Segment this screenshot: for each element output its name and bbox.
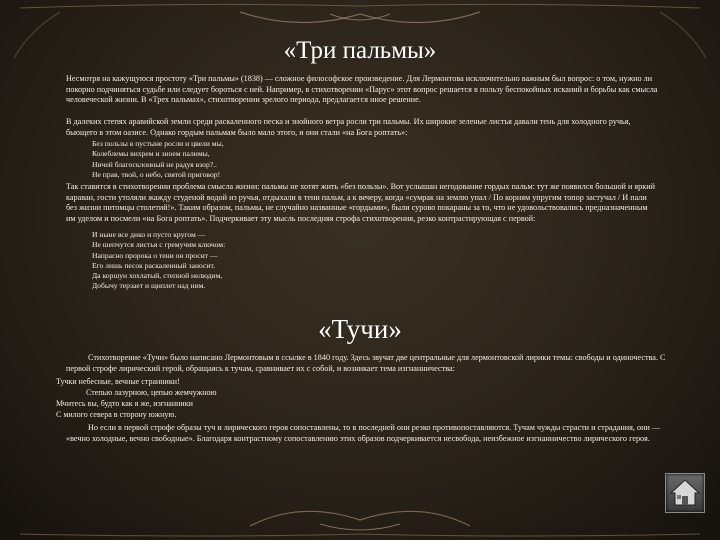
verse-line: Без пользы в пустыне росли и цвели мы, [92, 139, 224, 148]
verse-line: Ничей благосклонный не радуя взор?.. [92, 159, 217, 169]
paragraph: Стихотворение «Тучи» было написано Лермонтовым в ссылке в 1840 году. Здесь звучат две центральные для лермонтовской лирики темы: свободы и одиночества. С первой строфе лирический герой, обращаясь к тучам, сравнивает их с собой, и возникает тема изгнанничества: [66, 353, 666, 373]
home-button[interactable] [665, 473, 705, 513]
paragraph: В далеких степях аравийской земли среди раскаленного песка и знойного ветра росли три пальмы. Их широкие зеленые листья давали тень для холодного ручья, бьющего в этом оазисе. Однако гордым пальмам было мало этого, и они стали «на Бога роптать»: [66, 117, 631, 137]
verse-line: Не прав, твой, о небо, святой приговор! [92, 169, 221, 179]
verse-line: Тучки небесные, вечные странники! [56, 377, 180, 386]
verse-block [56, 376, 216, 420]
verse-block [92, 139, 224, 180]
verse-line: С милого севера в сторону южную. [56, 410, 177, 419]
verse-line: Не шепчутся листья с гремучим ключом: [92, 240, 226, 250]
paragraph: Несмотря на кажущуюся простоту «Три пальмы» (1838) — сложное философское произведение. Для Лермонтова исключительно важным был вопрос: о том, нужно ли покорно подчиняться судьбе или следует бороться с ней. Например, в стихотворении «Парус» этот вопрос решается в пользу беспокойных исканий и борьбы как смысла человеческой жизни. В «Трех пальмах», стихотворении зрелого периода, предлагается иное решение. [66, 74, 658, 105]
verse-line: И ныне все дико и пусто кругом — [92, 230, 206, 239]
verse-line: Степью лазурною, цепью жемчужною [86, 388, 217, 397]
section-title-three-palms: «Три пальмы» [283, 37, 437, 64]
paragraph: Но если в первой строфе образы туч и лирического героя сопоставлены, то в последней они резко противопоставляются. Тучам чужды страсти и страдания, они — «вечно холодные, вечно свободные». Благодаря контрастному сопоставлению этих образов подчеркивается несвобода, неизбежное изгнанничество лирического героя. [66, 423, 661, 443]
verse-line: Напрасно пророка о тени он просит — [92, 250, 218, 260]
verse-line: Колеблемы вихрем и зноем палимы, [92, 149, 210, 159]
verse-line: Мчитесь вы, будто как я же, изгнанники [56, 399, 193, 408]
section-title-clouds: «Тучи» [318, 314, 402, 344]
home-icon [666, 474, 704, 512]
verse-block [92, 230, 225, 292]
verse-line: Его лишь песок раскаленный заносит. [92, 260, 216, 270]
verse-line: Да коршун хохлатый, степной нелюдим, [92, 271, 223, 281]
paragraph: Так ставится в стихотворении проблема смысла жизни: пальмы не хотят жить «без пользы». Вот услышан негодование гордых пальм: тут же появился большой и яркий караван, гости утоляли жажду студеной водой из ручья, отдыхали в тени пальм, а к вечеру, когда «сумрак на землю упал / По корням упругим топор застучал / И пали без жизни питомцы столетий!». Таким образом, пальмы, не случайно названные «гордыми», были сурово покараны за то, что не удовольствовались предназначенным им уделом и посмели «на Бога роптать». Подчеркивает эту мысль последняя строфа стихотворения, резко контрастирующая с первой: [66, 182, 656, 223]
verse-line: Добычу терзает и щиплет над ним. [92, 281, 206, 291]
